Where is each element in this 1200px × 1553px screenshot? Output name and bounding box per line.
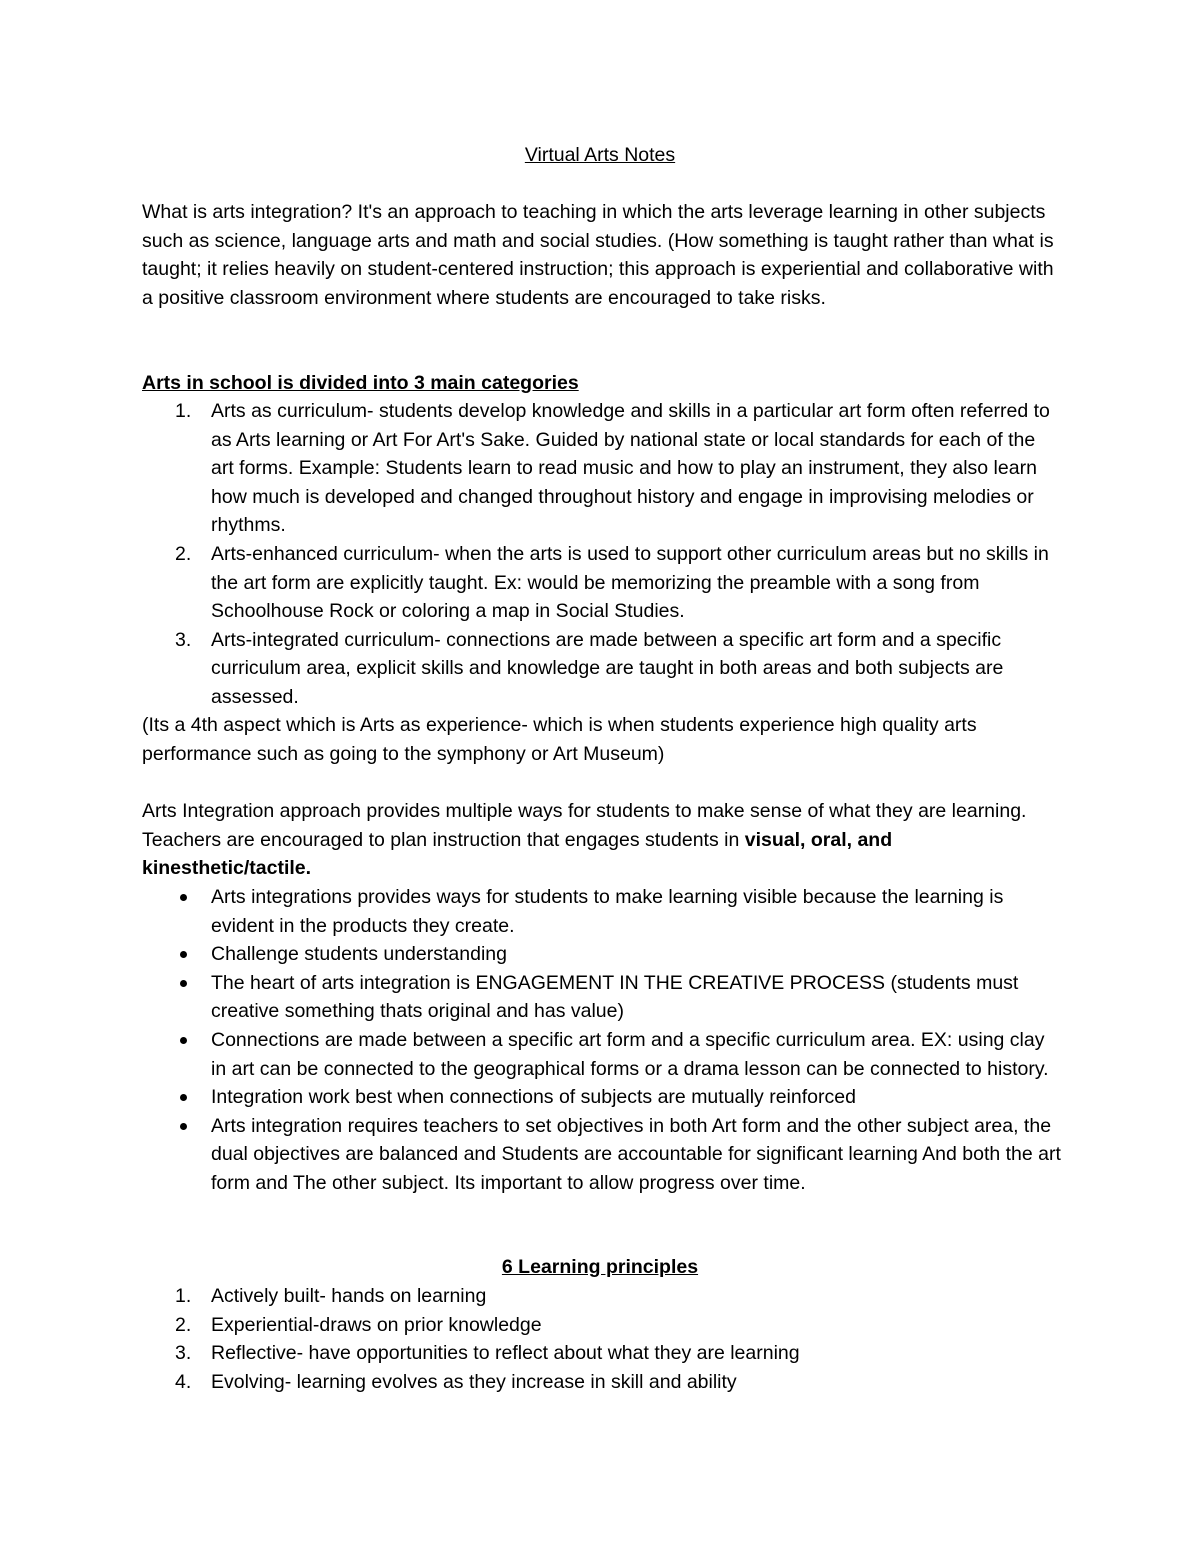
list-item-text: Arts as curriculum- students develop knowledge and skills in a particular art form often referred to as Arts learning or Art For Art's Sake. Guided by national state or local standards for each of the art forms. Example: Students learn to read music and how to play an instrument, they also learn how much is developed and changed throughout history and engage in improvising melodies or rhythms. <box>211 400 1050 537</box>
list-item-text: Arts-enhanced curriculum- when the arts is used to support other curriculum areas but no skills in the art form are explicitly taught. Ex: would be memorizing the preamble with a song from Schoolhouse Rock or coloring a map in Social Studies. <box>211 542 1049 623</box>
list-item <box>142 1026 1062 1083</box>
bullet-icon <box>180 980 187 987</box>
approach-bold-text: visual, oral, and kinesthetic/tactile. <box>142 828 893 880</box>
list-number: 2. <box>175 1313 192 1336</box>
intro-paragraph: What is arts integration? It's an approach to teaching in which the arts leverage learning in other subjects such as science, language arts and math and social studies. (How something is taught rather than what is taught; it relies heavily on student-centered instruction; this approach is experiential and collaborative with a positive classroom environment where students are encouraged to take risks. <box>142 201 1054 309</box>
bullet-icon <box>180 951 187 958</box>
bullet-icon <box>180 1094 187 1101</box>
list-item-text: Actively built- hands on learning <box>211 1285 487 1307</box>
bullet-icon <box>180 894 187 901</box>
list-item-text: Arts-integrated curriculum- connections are made between a specific art form and a specific curriculum area, explicit skills and knowledge are taught in both areas and both subjects are assessed. <box>211 628 1004 708</box>
principles-heading: 6 Learning principles <box>501 1256 699 1278</box>
list-item <box>142 1083 1062 1112</box>
list-item <box>142 969 1062 1026</box>
approach-paragraph <box>142 797 1062 883</box>
categories-heading: Arts in school is divided into 3 main categories <box>142 372 579 394</box>
list-item <box>142 397 1062 540</box>
bullet-icon <box>180 1037 187 1044</box>
list-number: 3. <box>175 628 192 651</box>
list-item <box>142 883 1062 940</box>
approach-bullet-list <box>142 883 1062 1198</box>
list-item <box>142 1368 1062 1397</box>
list-item-text: Arts integrations provides ways for students to make learning visible because the learning is evident in the products they create. <box>211 886 1004 937</box>
list-item <box>142 540 1062 626</box>
list-item <box>142 1112 1062 1198</box>
list-number: 1. <box>175 400 192 422</box>
list-item-text: Evolving- learning evolves as they increase in skill and ability <box>211 1370 737 1393</box>
list-item <box>142 626 1062 712</box>
list-number: 1. <box>175 1285 192 1307</box>
list-item-text: Challenge students understanding <box>211 943 507 966</box>
list-item-text: Reflective- have opportunities to reflect about what they are learning <box>211 1342 800 1365</box>
list-number: 2. <box>175 542 192 565</box>
list-item-text: Integration work best when connections of subjects are mutually reinforced <box>211 1086 856 1109</box>
bullet-icon <box>180 1123 187 1130</box>
list-item-text: Experiential-draws on prior knowledge <box>211 1313 542 1336</box>
list-number: 3. <box>175 1342 192 1365</box>
list-item-text: Arts integration requires teachers to set objectives in both Art form and the other subject area, the dual objectives are balanced and Students are accountable for significant learning And both the art form and The other subject. Its important to allow progress over time. <box>211 1114 1061 1194</box>
document-title: Virtual Arts Notes <box>524 144 676 166</box>
categories-list <box>142 397 1062 712</box>
list-item <box>142 1282 1062 1311</box>
approach-text: Arts Integration approach provides multiple ways for students to make sense of what they are learning. Teachers are encouraged to plan instruction that engages students in <box>142 800 1027 851</box>
list-number: 4. <box>175 1370 192 1393</box>
list-item <box>142 1339 1062 1368</box>
fourth-aspect-note: (Its a 4th aspect which is Arts as experience- which is when students experience high quality arts performance such as going to the symphony or Art Museum) <box>142 714 977 765</box>
principles-list <box>142 1282 1062 1396</box>
list-item <box>142 1311 1062 1340</box>
list-item-text: The heart of arts integration is ENGAGEMENT IN THE CREATIVE PROCESS (students must creative something thats original and has value) <box>211 971 1019 1023</box>
list-item <box>142 940 1062 969</box>
list-item-text: Connections are made between a specific art form and a specific curriculum area. EX: using clay in art can be connected to the geographical forms or a drama lesson can be connected to history. <box>211 1028 1049 1080</box>
